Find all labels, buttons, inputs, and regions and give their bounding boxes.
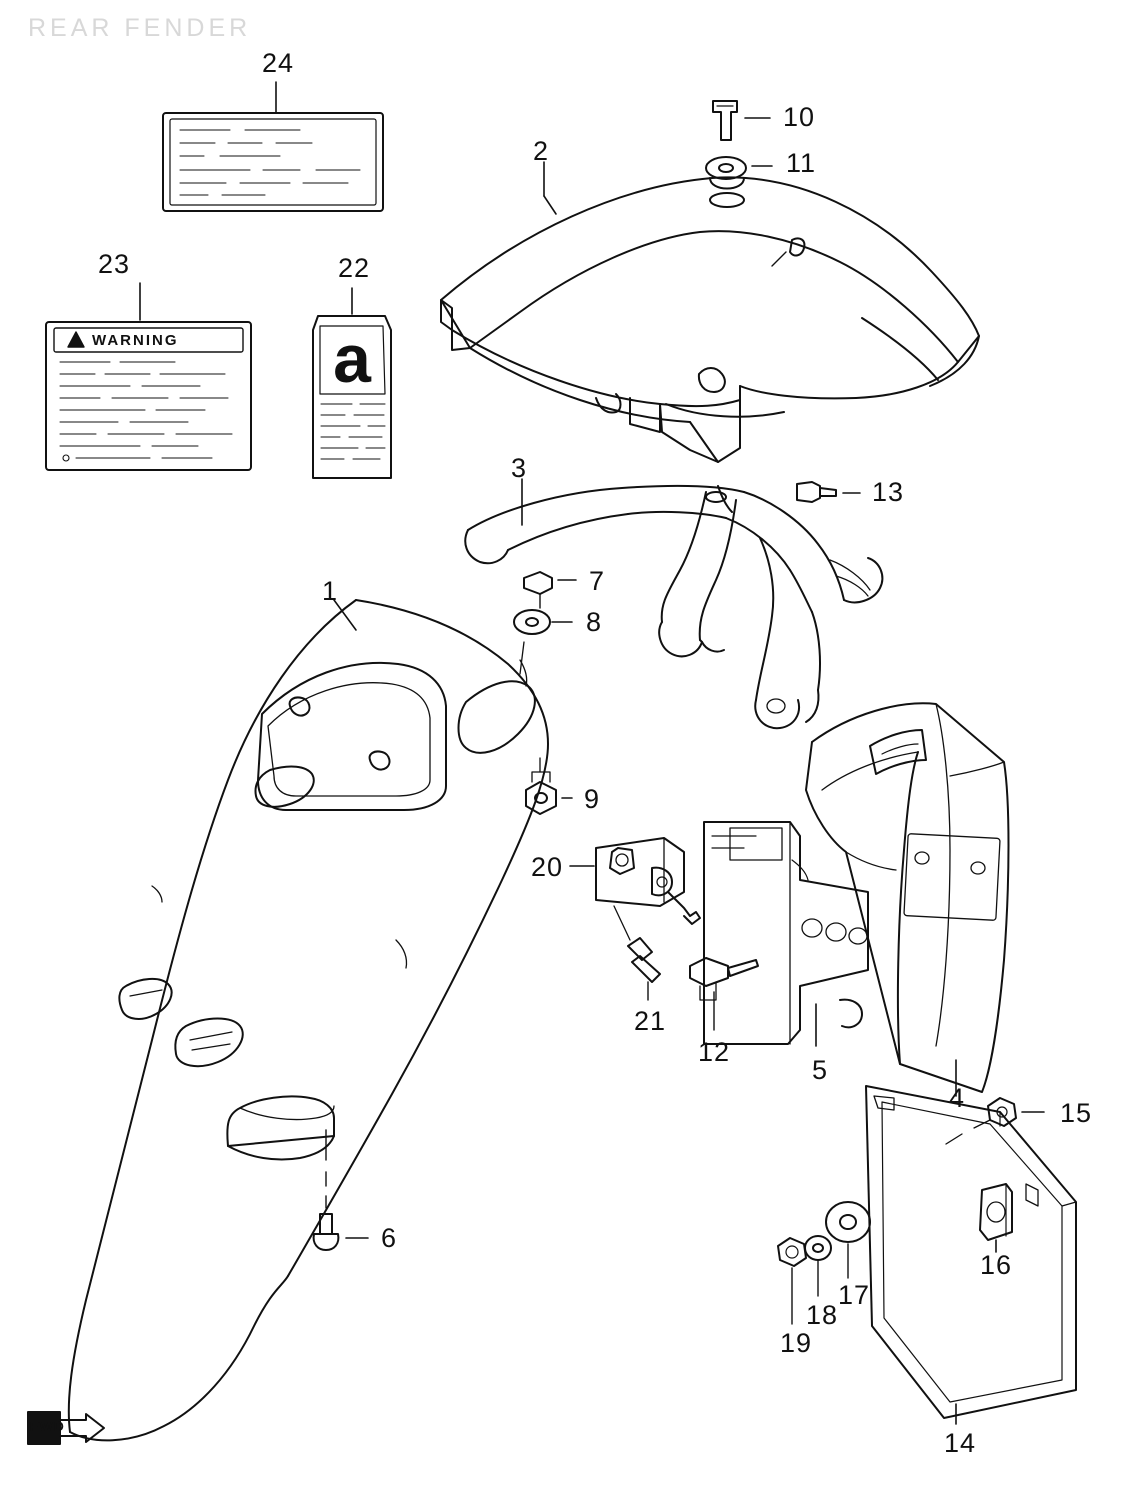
part-1-rear-fender-main: [69, 600, 548, 1440]
callout-22: 22: [338, 253, 371, 283]
callout-24: 24: [262, 48, 295, 78]
part-22-tire-decal: [313, 288, 391, 478]
callout-12: 12: [698, 1037, 731, 1067]
callout-9: 9: [584, 784, 601, 814]
part-3-grab-bar: [465, 479, 882, 728]
part-13-bolt: [797, 482, 860, 502]
part-7-bolt: [524, 572, 576, 608]
part-14-mud-flap: [866, 1083, 1076, 1424]
callout-13: 13: [872, 477, 905, 507]
callout-14: 14: [944, 1428, 977, 1458]
callout-8: 8: [586, 607, 603, 637]
callout-5: 5: [812, 1055, 829, 1085]
callout-16: 16: [980, 1250, 1013, 1280]
page-title: REAR FENDER: [28, 14, 252, 42]
part-15-nut: [988, 1098, 1044, 1126]
part-18-washer: [805, 1236, 831, 1296]
part-24-decal: [163, 82, 383, 211]
part-17-washer: [826, 1202, 870, 1278]
part-5-license-bracket: [704, 822, 868, 1046]
callout-3: 3: [511, 453, 528, 483]
callout-20: 20: [531, 852, 564, 882]
callout-10: 10: [783, 102, 816, 132]
callout-21: 21: [634, 1006, 667, 1036]
part-11-washer: [706, 157, 772, 207]
callout-23: 23: [98, 249, 131, 279]
callout-17: 17: [838, 1280, 871, 1310]
callout-2: 2: [533, 136, 550, 166]
callout-15: 15: [1060, 1098, 1093, 1128]
part-19-nut: [778, 1238, 806, 1324]
part-21-screw: [628, 938, 660, 1000]
fwd-label: FWD: [30, 1418, 65, 1434]
svg-text:a: a: [333, 321, 371, 397]
part-9-nut: [526, 758, 572, 814]
callout-18: 18: [806, 1300, 839, 1330]
callout-4: 4: [949, 1083, 966, 1113]
callout-6: 6: [381, 1223, 398, 1253]
part-10-bolt: [713, 101, 770, 140]
part-2-rear-fender-upper: [441, 162, 979, 462]
part-23-warning-decal: [46, 283, 251, 470]
part-12-screw: [690, 958, 758, 1030]
part-16-clip: [980, 1184, 1012, 1252]
part-4-inner-fender: [806, 703, 1009, 1096]
callout-19: 19: [780, 1328, 813, 1358]
warning-decal-heading: WARNING: [92, 332, 179, 349]
callout-7: 7: [589, 566, 606, 596]
callout-11: 11: [786, 148, 817, 178]
part-20-lock: [570, 838, 700, 940]
callout-1: 1: [322, 576, 339, 606]
